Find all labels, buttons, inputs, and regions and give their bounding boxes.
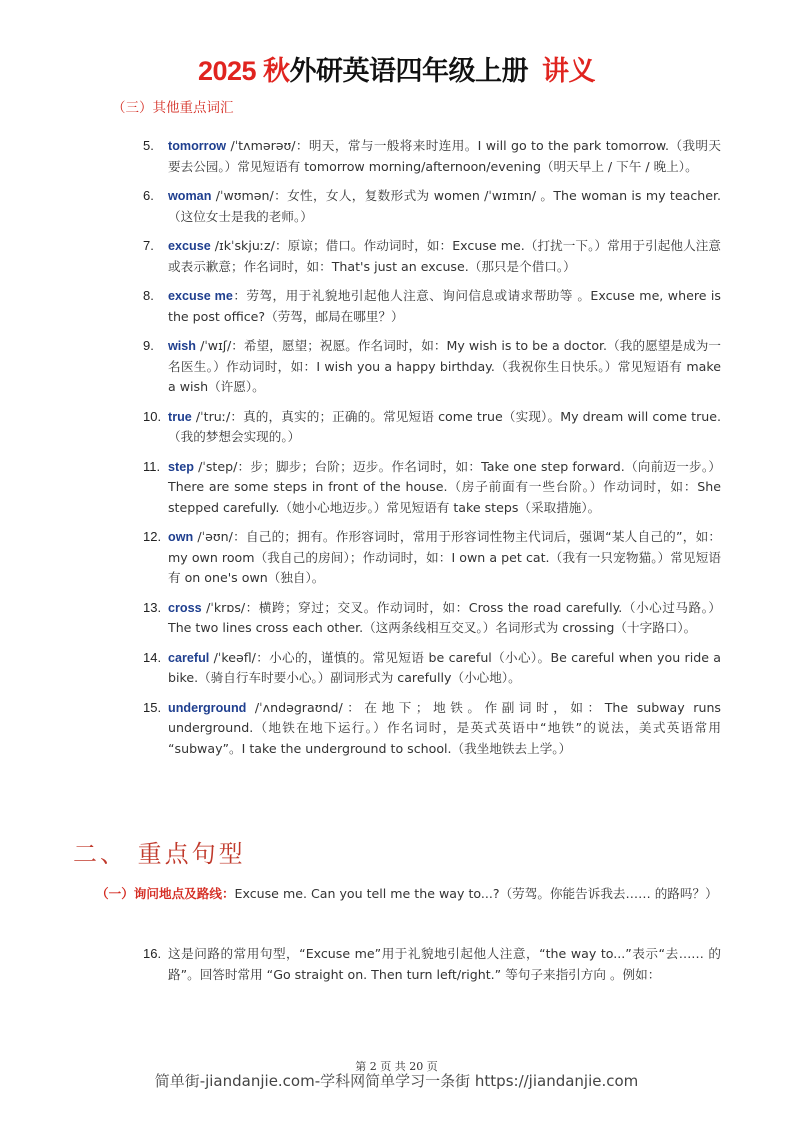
item-text (168, 336, 721, 398)
item-text (168, 457, 721, 519)
title-main: 外研英语四年级上册 (289, 56, 529, 86)
item-text (168, 648, 721, 689)
vocab-word: wish (168, 339, 196, 353)
section-subheading: （三）其他重点词汇 (112, 100, 234, 116)
vocab-word: underground (168, 700, 247, 715)
list-item (0, 944, 793, 985)
vocab-definition: /ˈəʊn/：自己的；拥有。作形容词时，常用于形容词性物主代词后，强调“某人自己的”，如：my own room（我自己的房间）；作动词时，如：I own a pet cat.（我有一只宠物猫。）常见短语有 on one's own（独自）。 (168, 529, 721, 585)
vocab-definition: /ˈwɪʃ/：希望，愿望；祝愿。作名词时，如：My wish is to be a doctor.（我的愿望是成为一名医生。）作动词时，如：I wish you a happy birthday.（我祝你生日快乐。）常见短语有 make a wish（许愿）。 (168, 338, 721, 394)
title-suffix: 讲义 (542, 56, 596, 86)
item-number: 5. (143, 138, 154, 153)
subsection-lead: （一）询问地点及路线： (96, 886, 235, 901)
item-number: 10. (143, 408, 162, 424)
vocab-item (0, 598, 793, 639)
title-year: 2025 秋 (197, 56, 290, 86)
vocab-definition: /ˈkrɒs/：横跨；穿过；交叉。作动词时，如：Cross the road carefully.（小心过马路。）The two lines cross each other.（这两条线相互交叉。）名词形式为 crossing（十字路口）。 (168, 599, 721, 635)
subsection-ask-directions (96, 884, 721, 905)
vocab-item (0, 136, 793, 177)
vocab-item (0, 698, 793, 760)
vocab-word: step (168, 459, 194, 474)
vocab-definition: /ɪkˈskjuːz/：原谅；借口。作动词时，如：Excuse me.（打扰一下。）常用于引起他人注意或表示歉意；作名词时，如：That's just an excuse.（那只是个借口。） (168, 238, 721, 274)
item-text (168, 698, 721, 760)
subsection-text: Excuse me. Can you tell me the way to...?（劳驾。你能告诉我去…… 的路吗？） (234, 886, 718, 901)
vocab-item (0, 236, 793, 277)
item-number: 13. (143, 599, 162, 615)
item-text (168, 598, 721, 639)
vocab-item (0, 186, 793, 227)
item-text: 这是问路的常用句型，“Excuse me”用于礼貌地引起他人注意，“the way to...”表示“去…… 的路”。回答时常用 “Go straight on. Then turn left/right.” 等句子来指引方向 。例如： (168, 946, 721, 982)
vocab-word: own (168, 530, 194, 544)
vocab-item (0, 457, 793, 519)
footer-watermark: 简单街-jiandanjie.com-学科网简单学习一条街 https://jiandanjie.com (154, 1072, 639, 1090)
vocab-word: careful (168, 650, 210, 665)
vocab-definition: /ˈʌndəgraʊnd/：在地下；地铁。作副词时，如：The subway runs underground.（地铁在地下运行。）作名词时，是英式英语中“地铁”的说法，美式英语常用 “subway”。I take the underground to school.（我坐地铁去上学。） (168, 699, 721, 756)
vocab-definition: /ˈtʌmərəʊ/：明天，常与一般将来时连用。I will go to the park tomorrow.（我明天要去公园。）常见短语有 tomorrow morning/afternoon/evening（明天早上 / 下午 / 晚上）。 (168, 138, 721, 174)
vocab-list (0, 136, 793, 768)
vocab-word: true (168, 409, 192, 424)
item-text (168, 286, 721, 327)
vocab-item (0, 407, 793, 448)
item-number: 9. (143, 338, 154, 353)
vocab-word: excuse me (168, 289, 233, 303)
item-number: 15. (143, 699, 162, 715)
vocab-definition: ：劳驾，用于礼貌地引起他人注意、询问信息或请求帮助等 。Excuse me, where is the post office?（劳驾，邮局在哪里？） (168, 288, 721, 324)
item-number: 6. (143, 188, 154, 203)
vocab-word: excuse (168, 239, 211, 253)
vocab-definition: /ˈtruː/：真的，真实的；正确的。常见短语 come true（实现）。My dream will come true.（我的梦想会实现的。） (168, 408, 721, 444)
vocab-definition: /ˈwʊmən/：女性，女人，复数形式为 women /ˈwɪmɪn/ 。The woman is my teacher.（这位女士是我的老师。） (168, 188, 721, 224)
vocab-word: woman (168, 189, 212, 203)
item-text (168, 527, 721, 589)
vocab-item (0, 286, 793, 327)
item-number: 7. (143, 238, 154, 253)
item-number: 8. (143, 288, 154, 303)
vocab-definition: /ˈstep/：步；脚步；台阶；迈步。作名词时，如：Take one step forward.（向前迈一步。）There are some steps in front of the house.（房子前面有一些台阶。）作动词时，如：She stepped carefully.（她小心地迈步。）常见短语有 take steps（采取措施）。 (168, 458, 721, 515)
vocab-item (0, 336, 793, 398)
vocab-item (0, 527, 793, 589)
item-text (168, 407, 721, 448)
item-text (168, 186, 721, 227)
section-heading-sentence-patterns: 二、 重点句型 (73, 840, 246, 868)
vocab-word: cross (168, 600, 202, 615)
item-text (168, 136, 721, 177)
vocab-word: tomorrow (168, 139, 227, 153)
item-number: 16. (143, 946, 162, 961)
item-text (168, 236, 721, 277)
item-number: 11. (143, 458, 161, 474)
page-number: 第 2 页 共 20 页 (355, 1060, 438, 1073)
item-number: 14. (143, 649, 162, 665)
vocab-item (0, 648, 793, 689)
vocab-definition: /ˈkeəfl/：小心的，谨慎的。常见短语 be careful（小心）。Be careful when you ride a bike.（骑自行车时要小心。）副词形式为 carefully（小心地）。 (168, 649, 721, 685)
item-number: 12. (143, 529, 162, 544)
page-title (0, 54, 793, 88)
